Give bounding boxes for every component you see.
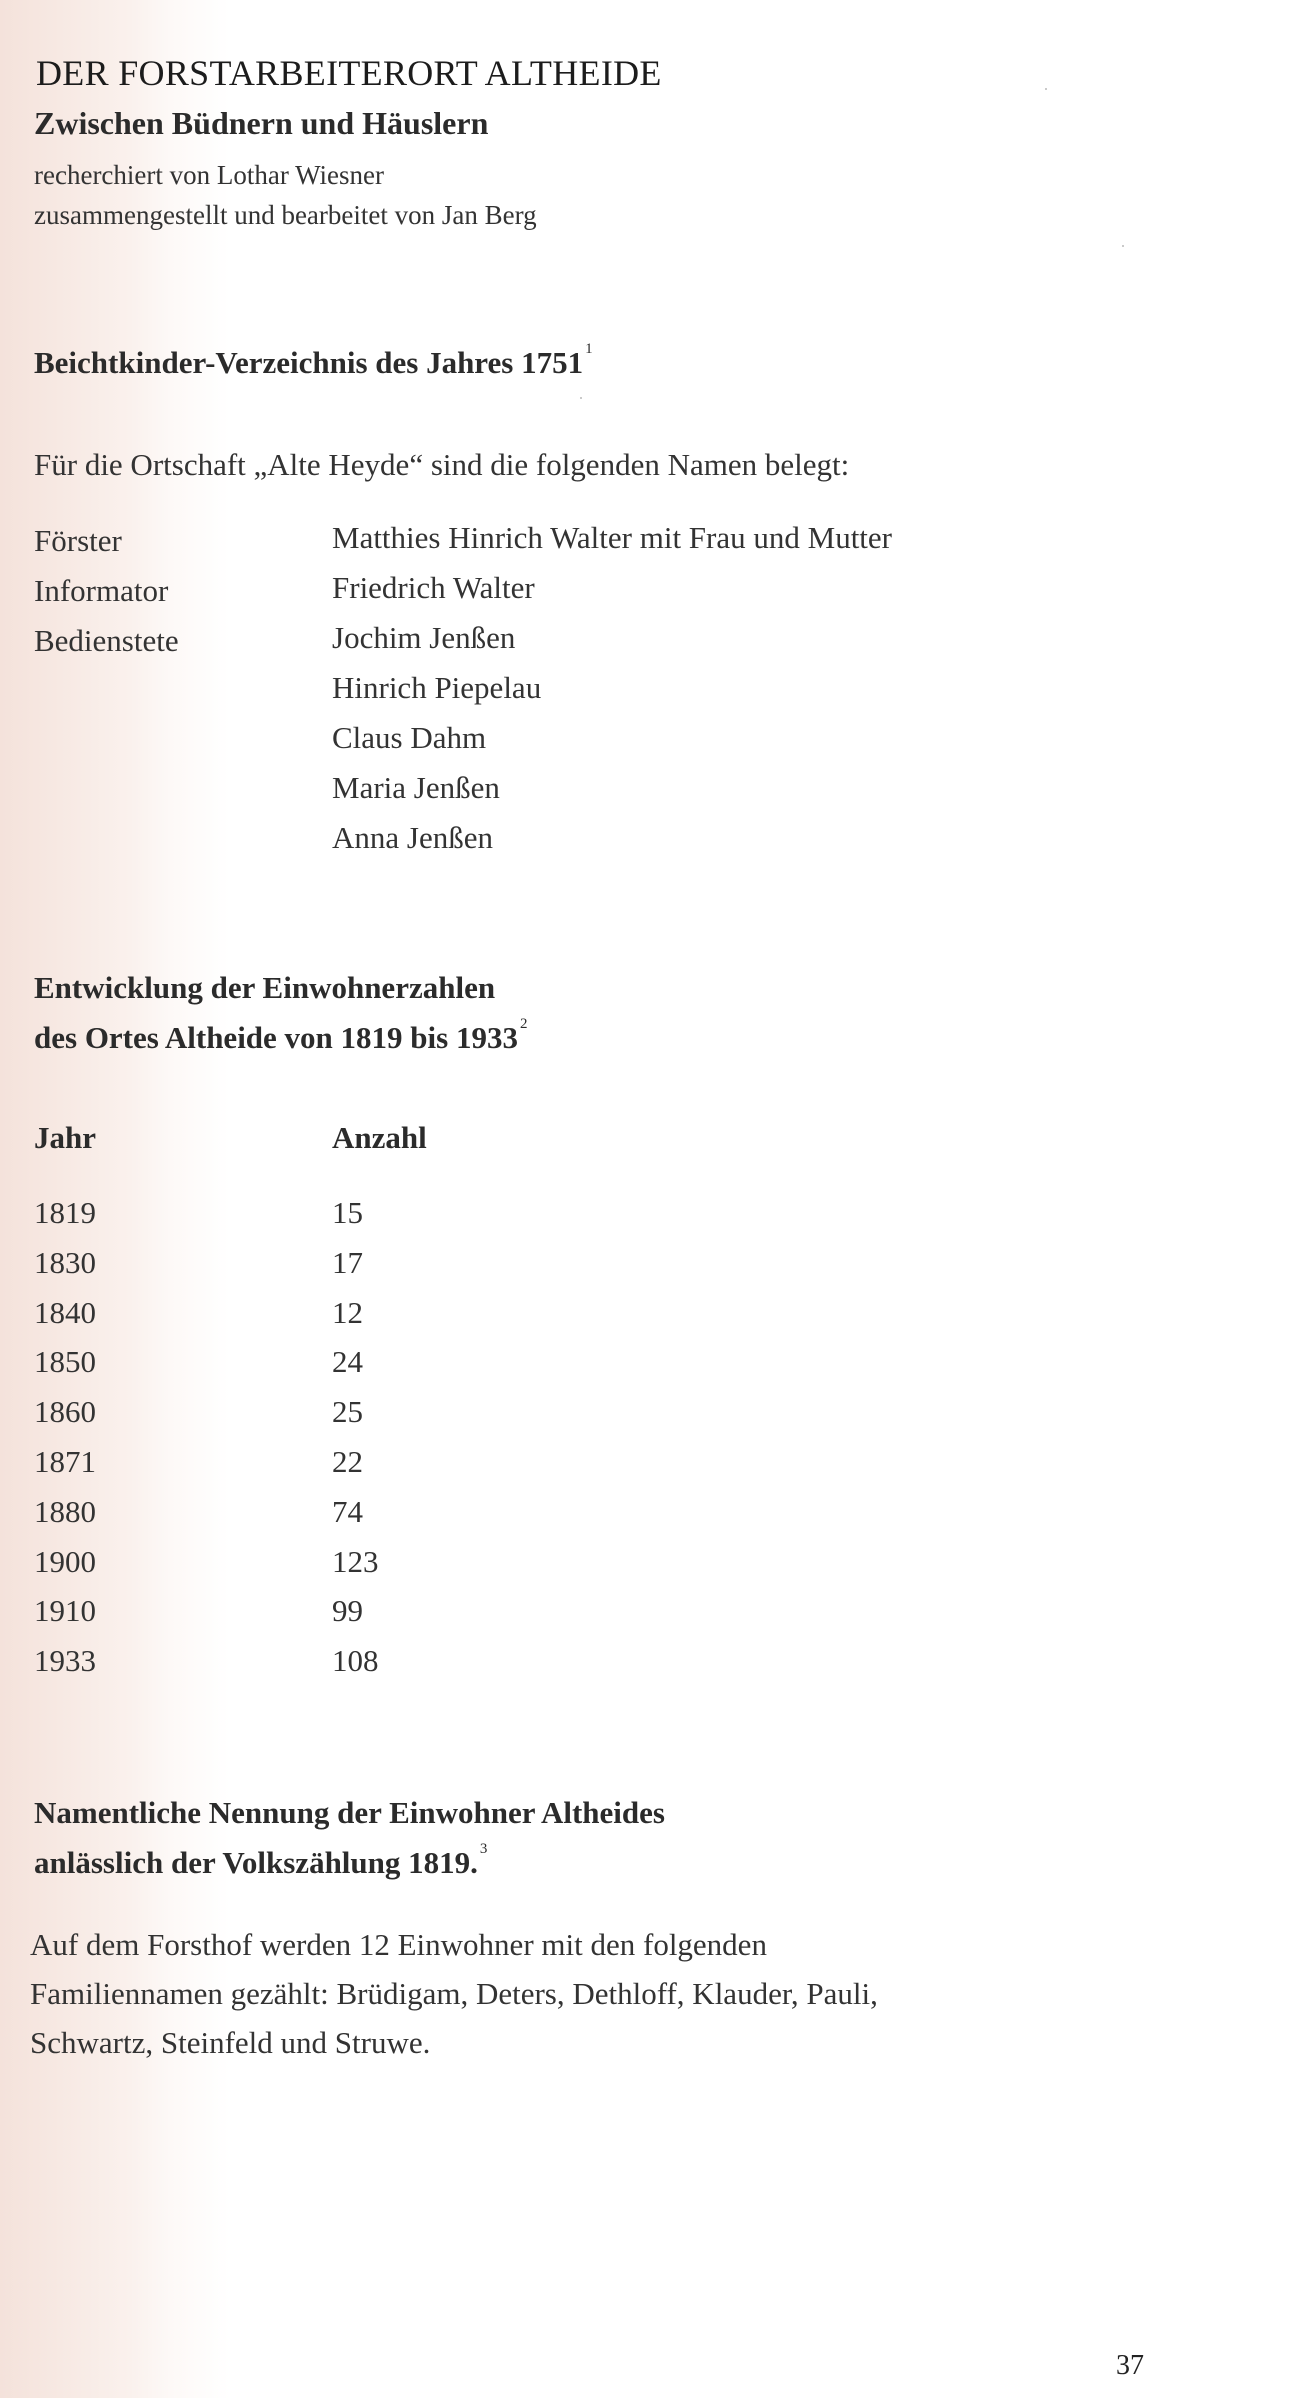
name-entry: Anna Jenßen (332, 820, 493, 855)
name-entry: Jochim Jenßen (332, 620, 516, 655)
credit-research: recherchiert von Lothar Wiesner (34, 160, 384, 190)
census-paragraph (30, 1920, 1130, 2067)
name-entry: Maria Jenßen (332, 770, 500, 805)
article-subtitle: Zwischen Büdnern und Häuslern (34, 105, 489, 141)
cell-count: 15 (332, 1195, 363, 1230)
paragraph-line: Familiennamen gezählt: Brüdigam, Deters, Dethloff, Klauder, Pauli, (30, 1976, 878, 2011)
section-heading-census-line2 (34, 1841, 488, 1881)
section-heading-text: anlässlich der Volkszählung 1819. (34, 1845, 478, 1880)
cell-count: 12 (332, 1294, 363, 1330)
name-entry: Matthies Hinrich Walter mit Frau und Mutter (332, 520, 892, 555)
name-entry: Hinrich Piepelau (332, 670, 542, 705)
credit-editor: zusammengestellt und bearbeitet von Jan Berg (34, 200, 537, 230)
cell-count: 74 (332, 1493, 363, 1529)
cell-count: 25 (332, 1394, 363, 1430)
role-label: Informator (34, 573, 169, 608)
section-intro: Für die Ortschaft „Alte Heyde“ sind die folgenden Namen belegt: (34, 447, 850, 482)
cell-year: 1880 (34, 1493, 96, 1529)
name-entry: Friedrich Walter (332, 570, 535, 605)
footnote-marker: 3 (479, 1841, 488, 1857)
cell-year: 1933 (34, 1643, 96, 1679)
cell-year: 1871 (34, 1444, 96, 1479)
paragraph-line: Auf dem Forsthof werden 12 Einwohner mit den folgenden (30, 1927, 767, 1962)
footnote-marker: 1 (585, 341, 593, 357)
column-header-count: Anzahl (332, 1120, 427, 1155)
cell-count: 22 (332, 1444, 363, 1479)
cell-count: 24 (332, 1344, 363, 1380)
name-entry: Claus Dahm (332, 720, 487, 755)
cell-year: 1910 (34, 1593, 96, 1629)
scan-speck (1045, 88, 1047, 90)
cell-year: 1830 (34, 1244, 96, 1280)
role-label: Bedienstete (34, 623, 179, 658)
section-heading-census: Namentliche Nennung der Einwohner Altheides (34, 1795, 665, 1830)
cell-count: 99 (332, 1593, 363, 1629)
section-heading-1751 (34, 341, 593, 381)
section-heading-population-line2 (34, 1016, 528, 1056)
cell-year: 1860 (34, 1394, 96, 1430)
cell-year: 1900 (34, 1543, 96, 1579)
paragraph-line: Schwartz, Steinfeld und Struwe. (30, 2025, 431, 2060)
section-heading-text: Beichtkinder-Verzeichnis des Jahres 1751 (34, 345, 584, 380)
footnote-marker: 2 (519, 1016, 528, 1032)
column-header-year: Jahr (34, 1120, 96, 1155)
role-label: Förster (34, 523, 122, 558)
scan-speck (1122, 245, 1124, 247)
article-title: DER FORSTARBEITERORT ALTHEIDE (36, 53, 662, 93)
cell-count: 123 (332, 1543, 379, 1579)
cell-year: 1819 (34, 1195, 96, 1230)
scan-speck (580, 397, 582, 399)
cell-year: 1850 (34, 1344, 96, 1380)
cell-count: 108 (332, 1643, 379, 1679)
section-heading-population: Entwicklung der Einwohnerzahlen (34, 970, 496, 1005)
section-heading-text: des Ortes Altheide von 1819 bis 1933 (34, 1020, 518, 1055)
cell-count: 17 (332, 1244, 363, 1280)
page-number: 37 (1116, 2350, 1144, 2381)
cell-year: 1840 (34, 1294, 96, 1330)
